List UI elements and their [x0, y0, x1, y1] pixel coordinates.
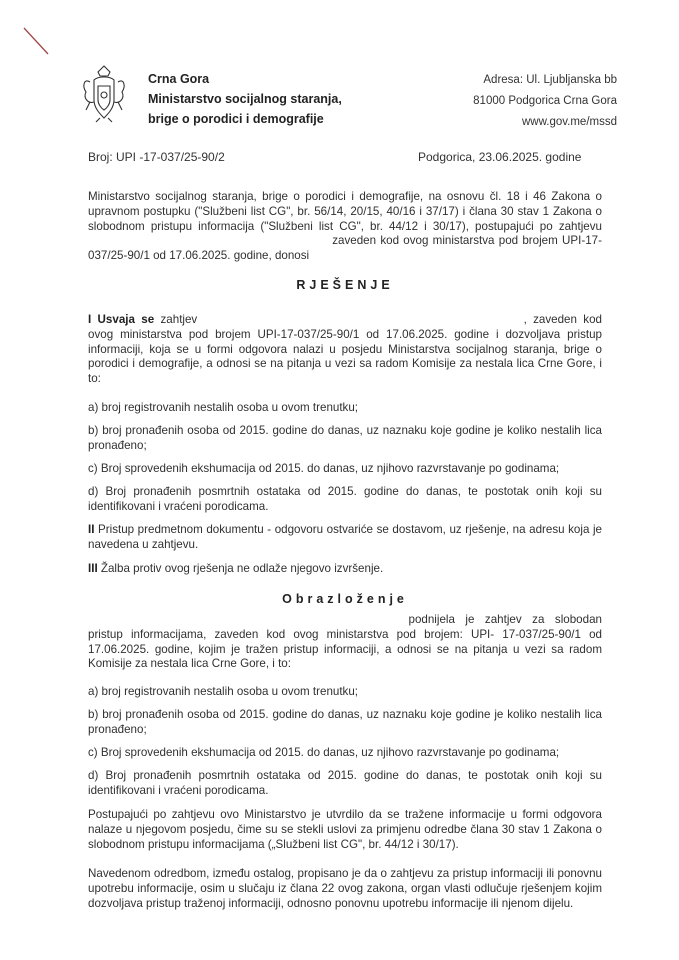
document-title: RJEŠENJE: [296, 278, 394, 292]
reasoning-title: Obrazloženje: [282, 592, 408, 606]
reasoning-intro: [88, 613, 602, 672]
org-line: Ministarstvo socijalnog staranja,: [148, 92, 342, 106]
reasoning-paragraph-1: Postupajući po zahtjevu ovo Ministarstvo je utvrdilo da se tražene informacije u formi odgovora nalaze u njegovom posjedu, čime su se stekli uslovi za primjenu odredbe člana 30 stav 1 Zakona o slobodnom pristupu informacijama („Službeni list CG", br. 44/12 i 30/17).: [88, 808, 602, 851]
redacted-name: [88, 236, 328, 246]
reasoning-intro-text: pristup informacijama, zaveden kod ovog ministarstva pod brojem: UPI- 17-037/25-90/1 od 17.06.2025. godine, kojim je tražen pristup informaciji, a odnosi se na pitanja u vezi sa radom Komisije za nestala lica Crne Gore, i to:: [88, 627, 602, 671]
reference-number: Broj: UPI -17-037/25-90/2: [88, 150, 225, 164]
pen-mark: [18, 24, 58, 64]
item-text-start: zahtjev: [160, 313, 198, 326]
decision-item-3: [88, 562, 602, 577]
address-line: 81000 Podgorica Crna Gora: [473, 95, 617, 107]
decision-point-c: c) Broj sprovedenih ekshumacija od 2015. do danas, uz njihovo razvrstavanje po godinama;: [88, 462, 560, 475]
intro-text: Ministarstvo socijalnog staranja, brige o porodici i demografije, na osnovu čl. 18 i 46 Zakona o upravnom postupku ("Službeni list CG", br. 56/14, 20/15, 40/16 i 37/17) i člana 30 stav 1 Zakona o slobodnom pristupu informacija ("Službeni list CG", br. 44/12 i 30/17), postupajući po zahtjevu: [88, 190, 602, 233]
address-line: Adresa: Ul. Ljubljanska bb: [483, 74, 617, 86]
item-text: , zaveden kod ovog ministarstva pod brojem UPI-17-037/25-90/1 od 17.06.2025. godine i dozvoljava pristup informaciji, koja se u formi odgovora nalazi u posjedu Ministarstva socijalnog staranja, brige o porodici i demografije, a odnosi se na pitanja u vezi sa radom Komisije za nestala lica Crne Gore, i to:: [88, 313, 602, 386]
place-date: Podgorica, 23.06.2025. godine: [418, 150, 582, 164]
org-line: Crna Gora: [148, 72, 210, 86]
item-label: II: [88, 523, 95, 536]
item-text: Žalba protiv ovog rješenja ne odlaže njegovo izvršenje.: [100, 562, 384, 575]
decision-point-d: d) Broj pronađenih posmrtnih ostataka od 2015. godine do danas, te postotak onih koji su identifikovani i vraćeni porodicama.: [88, 485, 602, 513]
coat-of-arms-icon: [80, 64, 128, 124]
decision-item-2: [88, 523, 602, 553]
reasoning-point-d: d) Broj pronađenih posmrtnih ostataka od 2015. godine do danas, te postotak onih koji su identifikovani i vraćeni porodicama.: [88, 769, 602, 797]
intro-paragraph: [88, 190, 602, 264]
item-text: Pristup predmetnom dokumentu - odgovoru ostvariće se dostavom, uz rješenje, na adresu koja je navedena u zahtjevu.: [88, 523, 602, 551]
reasoning-paragraph-2: Navedenom odredbom, između ostalog, propisano je da o zahtjevu za pristup informaciji ili ponovnu upotrebu informacije, osim u slučaju iz člana 22 ovog zakona, organ vlasti odlučuje rješenjem kojim dozvoljava pristup traženoj informaciji, odnosno ponovnu upotrebu informacije ili njenom dijelu.: [88, 867, 602, 910]
reasoning-intro-start: podnijela je zahtjev za slobodan: [408, 613, 602, 626]
item-label: I Usvaja se: [88, 313, 155, 326]
decision-item-1: [88, 313, 602, 387]
org-line: brige o porodici i demografije: [148, 112, 324, 126]
website-link[interactable]: www.gov.me/mssd: [521, 116, 617, 128]
reasoning-point-b: b) broj pronađenih osoba od 2015. godine do danas, uz naznaku koje godine je koliko nestalih lica pronađeno;: [88, 708, 602, 736]
reasoning-point-c: c) Broj sprovedenih ekshumacija od 2015. do danas, uz njihovo razvrstavanje po godinama;: [88, 746, 560, 759]
reasoning-point-a: a) broj registrovanih nestalih osoba u ovom trenutku;: [88, 685, 359, 698]
address-block: [473, 70, 617, 133]
item-label: III: [88, 562, 98, 575]
organization-name: [148, 69, 342, 129]
intro-text-cont: zaveden kod ovog ministarstva pod brojem UPI-17-037/25-90/1 od 17.06.2025. godine, donosi: [88, 234, 602, 263]
redacted-name: [204, 315, 524, 325]
decision-point-a: a) broj registrovanih nestalih osoba u ovom trenutku;: [88, 401, 359, 414]
decision-point-b: b) broj pronađenih osoba od 2015. godine do danas, uz naznaku koje godine je koliko nestalih lica pronađeno;: [88, 424, 602, 452]
redacted-name: [88, 615, 398, 625]
